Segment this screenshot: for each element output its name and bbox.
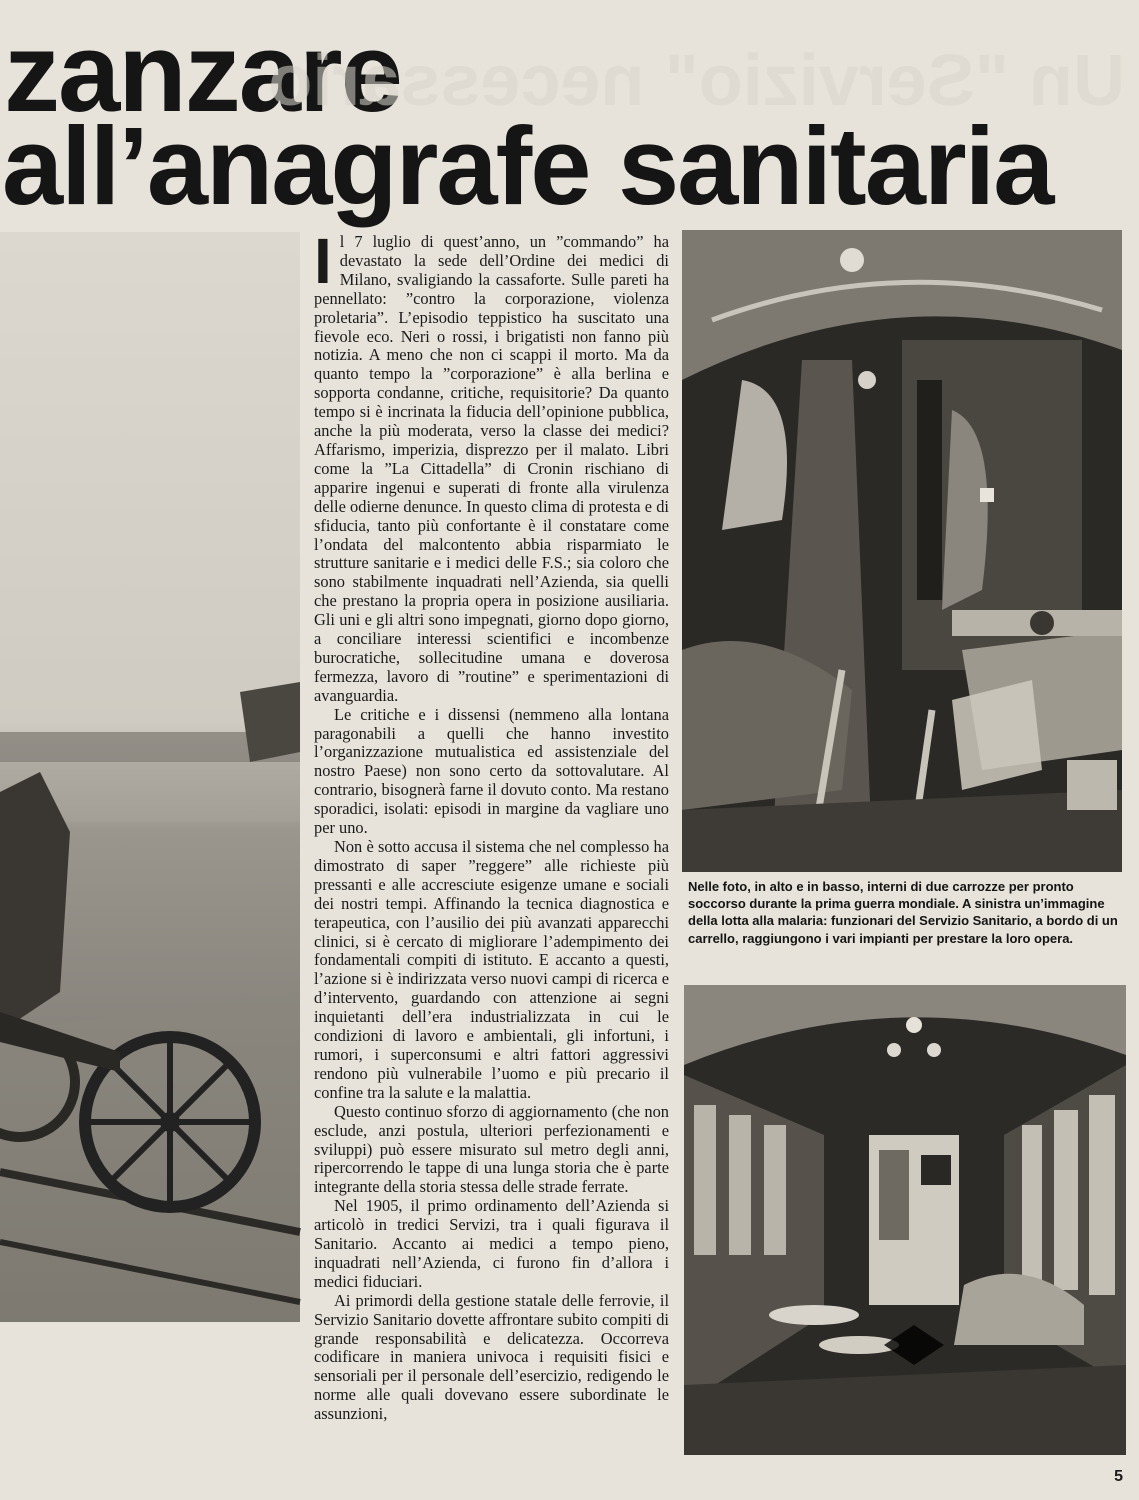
carriage-interior-photo-top [682, 230, 1122, 872]
article-body [314, 225, 669, 1468]
trolley-photo [0, 232, 300, 1322]
carriage-interior-photo-bottom [684, 985, 1126, 1455]
article-paragraph-4: Questo continuo sforzo di aggiornamento (che non esclude, anzi postula, ulteriori perfezionamenti e sviluppi) può essere misurato sul metro degli anni, ripercorrendo le tappe di una lunga storia che è parte integrante della storia stessa delle strade ferrate. [314, 1101, 669, 1197]
paragraph-1-text: l 7 luglio di quest’anno, un ”commando” ha devastato la sede dell’Ordine dei medici di Milano, svaligiando la cassaforte. Sulle pareti ha pennellato: ”contro la corporazione, violenza proletaria”. L’episodio teppistico ha suscitato una fievole eco. Neri o rossi, i brigatisti non fanno più notizia. A meno che non ci scappi il morto. Ma da quanto tempo la ”corporazione” è alla berlina e sopporta condanne, critiche, requisitorie? Da quanto tempo si è incrinata la fiducia dell’opinione pubblica, anche la più moderata, verso la classe dei medici? Affarismo, imperizia, disprezzo per il malato. Libri come la ”La Cittadella” di Cronin rischiano di apparire ingenui e superati di fronte alla virulenza delle odierne denunce. In questo clima di protesta e di sfiducia, tanto più confortante è il constatare come l’ondata del malcontento abbia risparmiato le strutture sanitarie e i medici delle F.S.; sia coloro che sono stabilmente inquadrati nell’Azienda, sia quelli che prestano la propria opera in posizione ausiliaria. Gli uni e gli altri sono impegnati, giorno dopo giorno, a conciliare interessi scientifici e incombenze burocratiche, sollecitudine umana e doverosa fermezza, lavoro di ”routine” e sperimentazioni di avanguardia. [314, 232, 669, 705]
article-paragraph-2: Le critiche e i dissensi (nemmeno alla lontana paragonabili a quelli che hanno investito l’organizzazione mutualistica ed assistenziale del nostro Paese) non sono certo da sottovalutare. Al contrario, bisognerà farne il dovuto conto. Ma restano sporadici, isolati: episodi in margine da vagliare uno per uno. [314, 704, 669, 838]
article-paragraph-1 [314, 225, 669, 706]
article-paragraph-5: Nel 1905, il primo ordinamento dell’Azienda si articolò in tredici Servizi, tra i quali figurava il Sanitario. Accanto ai medici a tempo pieno, inquadrati nell’Azienda, ci furono fin d’allora i medici fiduciari. [314, 1196, 669, 1291]
show-through-text: Un "Servizio" necessario [268, 41, 1125, 121]
article-paragraph-3: Non è sotto accusa il sistema che nel complesso ha dimostrato di saper ”reggere” alle richieste più pressanti e alle accresciute esigenze umane e sociali dei nostri tempi. Affinando la tecnica diagnostica e terapeutica, con l’ausilio dei più avanzati apparecchi clinici, si è cercato di migliorare l’adempimento dei fondamentali compiti di istituto. E accanto a questi, l’azione si è indirizzata verso nuovi campi di ricerca e d’intervento, guardando con attenzione ai segni inquietanti dell’era industrializzata in cui le condizioni di lavoro e ambientali, gli infortuni, i rumori, i superconsumi e altri fattori aggressivi rendono più vulnerabile l’uomo e più precario il confine tra la salute e la malattia. [314, 837, 669, 1102]
headline-line-2: all’anagrafe sanitaria [2, 105, 1053, 228]
photo-caption: Nelle foto, in alto e in basso, interni di due carrozze per pronto soccorso durante la prima guerra mondiale. A sinistra un’immagine della lotta alla malaria: funzionari del Servizio Sanitario, a bordo di un carrello, raggiungono i vari impianti per prestare la loro opera. [688, 879, 1118, 946]
headline-line-1: zanzare [4, 10, 401, 135]
drop-cap: I [314, 225, 332, 297]
article-paragraph-6: Ai primordi della gestione statale delle ferrovie, il Servizio Sanitario dovette affrontare subito compiti di grande responsabilità e delicatezza. Occorreva codificare in maniera univoca i requisiti fisici e sensoriali per il personale dell’esercizio, redigendo le norme alle quali dovevano essere subordinate le assunzioni, [314, 1290, 669, 1424]
page-number: 5 [1114, 1468, 1123, 1485]
